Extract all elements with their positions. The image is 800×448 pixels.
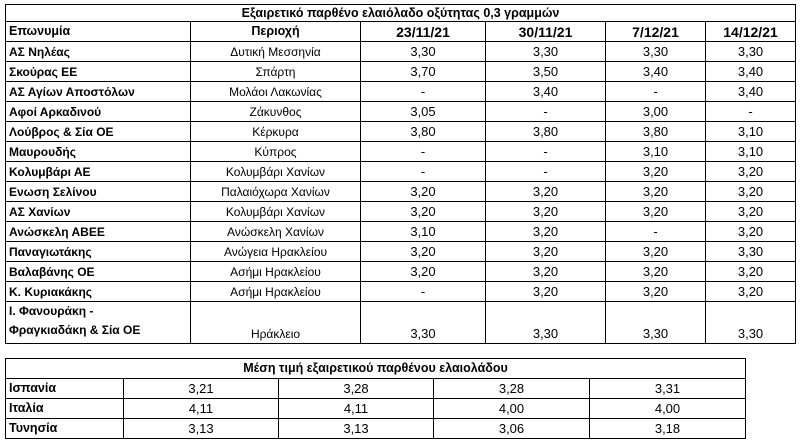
price-cell: 3,20 bbox=[706, 262, 796, 282]
company-cell: Κολυμβάρι ΑΕ bbox=[6, 162, 191, 182]
price-cell: 3,20 bbox=[486, 222, 606, 242]
header-date-4: 14/12/21 bbox=[706, 22, 796, 42]
price-cell: 3,10 bbox=[606, 142, 706, 162]
price-cell: 3,80 bbox=[606, 122, 706, 142]
price-cell: 3,20 bbox=[606, 202, 706, 222]
price-cell: 3,30 bbox=[606, 302, 706, 344]
table-row bbox=[6, 262, 796, 282]
table-row bbox=[6, 182, 796, 202]
price-cell: 3,20 bbox=[606, 262, 706, 282]
table-row bbox=[6, 242, 796, 262]
company-cell: Λούβρος & Σία ΟΕ bbox=[6, 122, 191, 142]
price-cell: 3,20 bbox=[486, 242, 606, 262]
price-cell: 3,30 bbox=[361, 302, 486, 344]
region-cell: Μολάοι Λακωνίας bbox=[191, 82, 361, 102]
company-cell: Αφοί Αρκαδινού bbox=[6, 102, 191, 122]
price-cell: - bbox=[486, 102, 606, 122]
avg-row bbox=[6, 379, 746, 399]
price-cell: 3,20 bbox=[361, 262, 486, 282]
price-cell: 3,20 bbox=[486, 282, 606, 302]
price-cell: 3,30 bbox=[706, 302, 796, 344]
title-row bbox=[6, 5, 796, 22]
price-cell: 3,05 bbox=[361, 102, 486, 122]
avg-value-cell: 4,00 bbox=[434, 399, 590, 419]
company-cell: ΑΣ Χανίων bbox=[6, 202, 191, 222]
avg-rows bbox=[6, 379, 746, 439]
price-cell: - bbox=[606, 222, 706, 242]
avg-value-cell: 3,21 bbox=[124, 379, 279, 399]
price-cell: 3,30 bbox=[486, 42, 606, 62]
olive-oil-price-table bbox=[5, 4, 796, 344]
region-cell: Παλαιόχωρα Χανίων bbox=[191, 182, 361, 202]
table-row bbox=[6, 122, 796, 142]
company-cell: Παναγιωτάκης bbox=[6, 242, 191, 262]
price-cell: 3,80 bbox=[361, 122, 486, 142]
price-cell: 3,40 bbox=[706, 82, 796, 102]
price-cell: 3,20 bbox=[486, 182, 606, 202]
price-cell: 3,20 bbox=[706, 162, 796, 182]
avg-value-cell: 4,11 bbox=[279, 399, 434, 419]
price-cell: 3,70 bbox=[361, 62, 486, 82]
price-cell: - bbox=[606, 82, 706, 102]
price-cell: - bbox=[361, 142, 486, 162]
table-row bbox=[6, 102, 796, 122]
price-cell: 3,20 bbox=[706, 282, 796, 302]
avg-value-cell: 3,28 bbox=[279, 379, 434, 399]
price-cell: 3,10 bbox=[706, 122, 796, 142]
price-cell: 3,20 bbox=[706, 182, 796, 202]
table-title: Εξαιρετικό παρθένο ελαιόλαδο οξύτητας 0,3 γραμμών bbox=[6, 5, 796, 22]
price-cell: 3,30 bbox=[606, 42, 706, 62]
region-cell: Κέρκυρα bbox=[191, 122, 361, 142]
region-cell: Ηράκλειο bbox=[191, 302, 361, 344]
company-line-2: Φραγκιαδάκη & Σία ΟΕ bbox=[9, 323, 141, 337]
price-cell: 3,10 bbox=[361, 222, 486, 242]
table-row bbox=[6, 142, 796, 162]
table-row bbox=[6, 42, 796, 62]
price-cell: 3,20 bbox=[606, 182, 706, 202]
price-cell: 3,30 bbox=[706, 42, 796, 62]
price-cell: 3,30 bbox=[486, 302, 606, 344]
price-cell: - bbox=[361, 282, 486, 302]
price-rows bbox=[6, 42, 796, 302]
region-cell: Σπάρτη bbox=[191, 62, 361, 82]
region-cell: Ανώσκελη Χανίων bbox=[191, 222, 361, 242]
region-cell: Ζάκυνθος bbox=[191, 102, 361, 122]
price-cell: 3,20 bbox=[706, 202, 796, 222]
avg-value-cell: 4,00 bbox=[590, 399, 746, 419]
avg-value-cell: 3,28 bbox=[434, 379, 590, 399]
price-cell: 3,10 bbox=[706, 142, 796, 162]
table-row bbox=[6, 62, 796, 82]
price-cell: 3,20 bbox=[606, 242, 706, 262]
price-cell: 3,20 bbox=[606, 282, 706, 302]
company-cell: Μαυρουδής bbox=[6, 142, 191, 162]
region-cell: Ανώγεια Ηρακλείου bbox=[191, 242, 361, 262]
company-cell: Κ. Κυριακάκης bbox=[6, 282, 191, 302]
header-date-1: 23/11/21 bbox=[361, 22, 486, 42]
price-cell: - bbox=[361, 82, 486, 102]
price-cell: 3,20 bbox=[606, 162, 706, 182]
price-cell: - bbox=[486, 162, 606, 182]
region-cell: Ασήμι Ηρακλείου bbox=[191, 282, 361, 302]
price-cell: 3,20 bbox=[706, 222, 796, 242]
header-region: Περιοχή bbox=[191, 22, 361, 42]
header-date-3: 7/12/21 bbox=[606, 22, 706, 42]
avg-value-cell: 3,18 bbox=[590, 419, 746, 439]
price-cell: 3,20 bbox=[361, 182, 486, 202]
company-cell bbox=[6, 302, 191, 344]
price-cell: 3,00 bbox=[606, 102, 706, 122]
region-cell: Ασήμι Ηρακλείου bbox=[191, 262, 361, 282]
region-cell: Δυτική Μεσσηνία bbox=[191, 42, 361, 62]
region-cell: Κύπρος bbox=[191, 142, 361, 162]
price-cell: 3,20 bbox=[361, 242, 486, 262]
table-row bbox=[6, 202, 796, 222]
avg-row bbox=[6, 419, 746, 439]
price-cell: 3,40 bbox=[706, 62, 796, 82]
company-cell: ΑΣ Αγίων Αποστόλων bbox=[6, 82, 191, 102]
avg-table-title: Μέση τιμή εξαιρετικού παρθένου ελαιολάδου bbox=[6, 359, 746, 379]
price-cell: 3,20 bbox=[486, 262, 606, 282]
avg-value-cell: 3,13 bbox=[124, 419, 279, 439]
table-row bbox=[6, 82, 796, 102]
company-cell: ΑΣ Νηλέας bbox=[6, 42, 191, 62]
price-cell: 3,20 bbox=[486, 202, 606, 222]
price-cell: 3,30 bbox=[706, 242, 796, 262]
table-row bbox=[6, 302, 796, 344]
price-cell: 3,20 bbox=[361, 202, 486, 222]
price-cell: 3,40 bbox=[606, 62, 706, 82]
company-cell: Ανώσκελη ΑΒΕΕ bbox=[6, 222, 191, 242]
company-cell: Σκούρας ΕΕ bbox=[6, 62, 191, 82]
avg-title-row bbox=[6, 359, 746, 379]
table-row bbox=[6, 162, 796, 182]
price-cell: - bbox=[361, 162, 486, 182]
header-company: Επωνυμία bbox=[6, 22, 191, 42]
avg-value-cell: 3,31 bbox=[590, 379, 746, 399]
avg-value-cell: 3,06 bbox=[434, 419, 590, 439]
price-cell: 3,80 bbox=[486, 122, 606, 142]
company-cell: Βαλαβάνης ΟΕ bbox=[6, 262, 191, 282]
avg-row bbox=[6, 399, 746, 419]
table-row bbox=[6, 222, 796, 242]
region-cell: Κολυμβάρι Χανίων bbox=[191, 202, 361, 222]
price-cell: - bbox=[486, 142, 606, 162]
region-cell: Κολυμβάρι Χανίων bbox=[191, 162, 361, 182]
header-date-2: 30/11/21 bbox=[486, 22, 606, 42]
price-cell: - bbox=[706, 102, 796, 122]
average-price-table bbox=[5, 358, 746, 439]
country-cell: Τυνησία bbox=[6, 419, 124, 439]
header-row bbox=[6, 22, 796, 42]
country-cell: Ιταλία bbox=[6, 399, 124, 419]
price-cell: 3,50 bbox=[486, 62, 606, 82]
company-cell: Ενωση Σελίνου bbox=[6, 182, 191, 202]
company-line-1: Ι. Φανουράκη - bbox=[9, 304, 94, 318]
table-row bbox=[6, 282, 796, 302]
price-cell: 3,40 bbox=[486, 82, 606, 102]
country-cell: Ισπανία bbox=[6, 379, 124, 399]
avg-value-cell: 4,11 bbox=[124, 399, 279, 419]
price-cell: 3,30 bbox=[361, 42, 486, 62]
avg-value-cell: 3,13 bbox=[279, 419, 434, 439]
